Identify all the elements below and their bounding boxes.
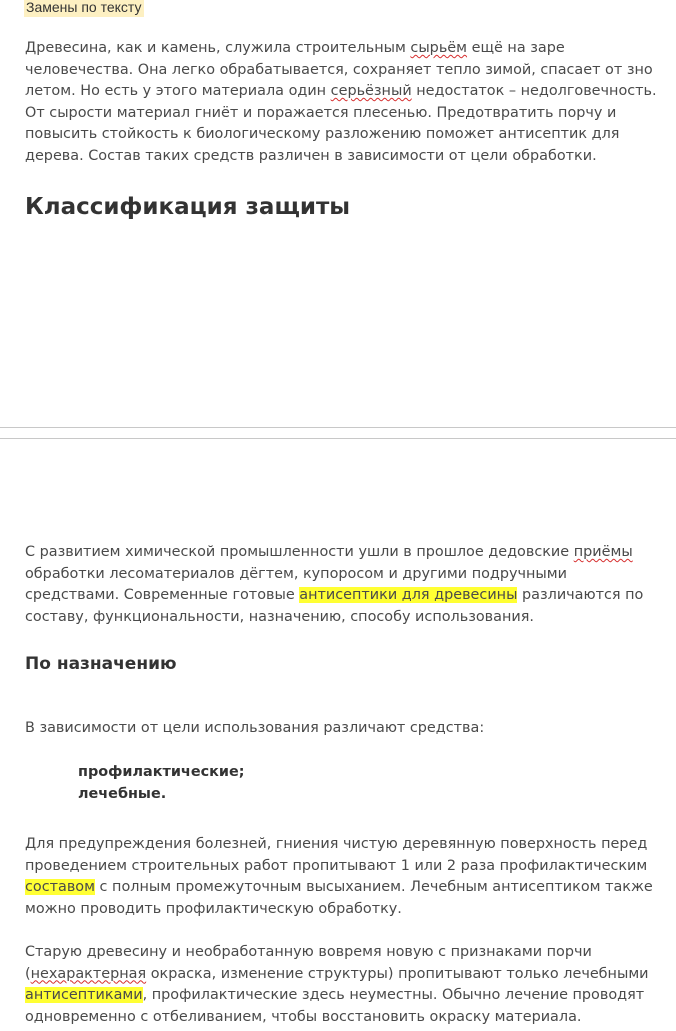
subheading: По назначению	[25, 654, 177, 674]
text: От сырости материал гниёт и поражается плесенью. Предотвратить порчу и	[25, 104, 617, 121]
text: различаются по	[517, 587, 644, 604]
text: с полным промежуточным высыханием. Лечебным антисептиком также	[94, 879, 653, 896]
text: Старую древесину и необработанную вовремя новую с признаками порчи	[25, 944, 592, 960]
text: составу, функциональности, назначению, способу использования.	[25, 608, 534, 625]
misspelled-word[interactable]: серьёзный	[330, 83, 412, 100]
text: человечества. Она легко обрабатывается, сохраняет тепло зимой, спасает от зно	[25, 61, 653, 78]
highlighted-keyword[interactable]: антисептики для древесины	[299, 587, 518, 604]
list-item: профилактические;	[78, 764, 245, 780]
text: (	[25, 965, 31, 982]
text: , профилактические здесь неуместны. Обычно лечение проводят	[142, 987, 645, 1004]
text: Древесина, как и камень, служила строительным	[25, 40, 411, 56]
text: недостаток – недолговечность.	[411, 83, 657, 100]
replace-in-text-label[interactable]: Замены по тексту	[26, 0, 142, 15]
intro-paragraph	[25, 38, 657, 168]
text: С развитием химической промышленности ушли в прошлое дедовские	[25, 544, 574, 560]
text: окраска, изменение структуры) пропитывают только лечебными	[146, 965, 649, 982]
text: средствами. Современные готовые	[25, 587, 300, 604]
misspelled-word[interactable]: приёмы	[573, 544, 633, 560]
list-item: лечебные.	[78, 785, 167, 802]
purpose-list	[78, 762, 244, 805]
misspelled-word[interactable]: нехарактерная	[30, 965, 147, 982]
chemistry-paragraph	[25, 542, 643, 628]
text: обработки лесоматериалов дёгтем, купоросом и другими подручными	[25, 565, 567, 582]
page-break	[0, 427, 676, 439]
text: можно проводить профилактическую обработку.	[25, 900, 402, 917]
text: повысить стойкость к биологическому разложению поможет антисептик для	[25, 126, 620, 143]
text: одновременно с отбеливанием, чтобы восстановить окраску материала.	[25, 1008, 582, 1025]
section-heading: Классификация защиты	[25, 194, 351, 220]
old-wood-paragraph	[25, 942, 649, 1028]
prevention-paragraph	[25, 834, 653, 920]
text: Для предупреждения болезней, гниения чистую деревянную поверхность перед	[25, 836, 648, 852]
text: проведением строительных работ пропитывают 1 или 2 раза профилактическим	[25, 857, 648, 874]
highlighted-keyword[interactable]: составом	[25, 879, 95, 896]
text: ещё на заре	[467, 40, 565, 56]
highlighted-keyword[interactable]: антисептиками	[25, 987, 143, 1004]
misspelled-word[interactable]: сырьём	[410, 40, 468, 56]
text: летом. Но есть у этого материала один	[25, 83, 331, 100]
text: дерева. Состав таких средств различен в зависимости от цели обработки.	[25, 147, 597, 164]
purpose-intro: В зависимости от цели использования различают средства:	[25, 720, 485, 736]
